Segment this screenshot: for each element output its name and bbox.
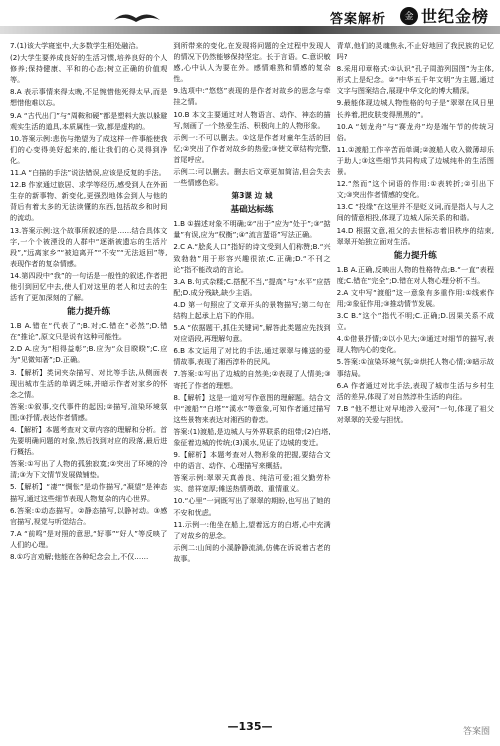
section-title: 答案解析 — [330, 12, 387, 27]
answer-paragraph: 2.A 文中写“渡船”这一意象有多重作用:①线索作用;②象征作用;③推动情节发展。 — [336, 287, 494, 308]
answer-paragraph: 青草,他们的灵魂焦永,不止好地回了我民族的记忆吗? — [336, 41, 494, 62]
answer-paragraph: 示例二:可以删去。删去后文章更加简洁,但会失去一些情感色彩。 — [173, 167, 331, 188]
bird-icon — [112, 8, 162, 28]
answer-paragraph: 14.第四段中“我”的一句话是一般性的叙述,作者把他引到回忆中去,使人们对这里的老人和过去的生活有了更加深刻的了解。 — [10, 270, 168, 303]
column-2 — [173, 40, 330, 712]
answer-paragraph: 10.“心里”一词既写出了翠翠的期盼,也写出了她的不安和忧虑。 — [173, 496, 331, 517]
answer-paragraph: 9.【解析】本题考查对人物形象的把握,要结合文中的语言、动作、心理描写来概括。 — [173, 450, 331, 471]
answer-paragraph: 8.采用印章格式:①认识“孔子周游列国图”为主体,形式上是纪念。②“中华五千年文明”为主题,通过文字与图案结合,展现中华文化的博大精深。 — [336, 64, 494, 96]
answer-paragraph: 10.B 本文主要通过对人物语言、动作、神态的描写,刻画了一个热爱生活、积极向上的人物形象。 — [173, 109, 331, 130]
answer-paragraph: 5.答案:①渲染环境气氛;②烘托人物心情;③暗示故事结局。 — [336, 357, 494, 378]
answer-paragraph: 7.A “前鸣”是对照的意思,“好事”“好人”等反映了人们的心理。 — [10, 528, 168, 549]
answer-paragraph: 9.A “古代出门”与“周鞍和硬”都是塑料大族以躲避观实生活的道具,本质属性一致,都是虚构的。 — [10, 110, 168, 131]
answer-paragraph: 7.B “他不想让对早地涉入爱河”一句,体现了祖父对翠翠的关爱与担忧。 — [336, 403, 494, 424]
answer-paragraph: 13.C “投缘”在这里并不是贬义词,而是指人与人之间的情意相投,体现了边城人际关系的和谐。 — [336, 202, 494, 223]
answer-paragraph: 答案:①叙事,交代事件的起因;②描写,渲染环境氛围;③抒情,表达作者情感。 — [10, 401, 168, 422]
answer-paragraph: 4.【解析】本题考查对文章内容的理解和分析。首先要明确问题的对象,然后找到对应的段落,最后进行概括。 — [10, 425, 168, 457]
answer-paragraph: 10.答案示例:悲伤与绝望为了成这样一件事能使我们的心变得美好起来的,能让我们的心灵得到净化。 — [10, 133, 168, 165]
answer-paragraph: 5.A “依据题干,抓住关键词”,解答此类题应先找到对应语段,再理解句意。 — [173, 323, 331, 344]
section-heading: 能力提升练 — [393, 250, 437, 261]
answer-paragraph: 1.B A.错在“代表了”;B.对;C.错在“必然”;D.错在“推论”,原文只是说有这种可能性。 — [10, 321, 168, 342]
answer-paragraph: 9.最能体现边城人物性格的句子是“翠翠在风日里长养着,把皮肤变得黑黑的”。 — [336, 98, 494, 119]
answer-paragraph: 6.B 本文运用了对比的手法,通过翠翠与傩送的爱情故事,表现了湘西淳朴的民风。 — [173, 346, 331, 367]
answer-paragraph: 8.①巧言劝解;他能在各种纪念会上,不仅…… — [10, 552, 149, 562]
answer-paragraph: 12.B 作家通过旅居、求学等经历,感受到人在外面生存的新事物、新变化,更强烈地体会到人与他的背后有着太多的无法读懂的东西,包括故乡和时间的流动。 — [10, 180, 168, 223]
answer-paragraph: 7.(1)该大学寝室中,大多数学生相处融洽。 — [10, 41, 143, 50]
watermark: 答案圈 — [462, 727, 490, 737]
answer-paragraph: 3.C B.“这个”指代不明;C.正确;D.因果关系不成立。 — [336, 311, 494, 332]
answer-paragraph: 11.A “白描的手法”说法错误,应该是反复的手法。 — [10, 168, 166, 178]
answer-paragraph: 11.示例一:他坐在船上,望着远方的白塔,心中充满了对故乡的思念。 — [173, 519, 331, 540]
answer-paragraph: 5.【解析】“凄”“惆怅”是动作描写,“凝望”是神态描写,通过这些细节表现人物复杂的内心世界。 — [10, 482, 168, 503]
section-heading: 能力提升练 — [67, 307, 111, 318]
answer-columns — [10, 40, 494, 712]
answer-paragraph: 7.答案:①写出了边城的自然美;②表现了人情美;③寄托了作者的理想。 — [173, 369, 331, 390]
answer-paragraph: 2.C A.“脍炙人口”指好的诗文受到人们称赞;B.“兴致勃勃”用于形容兴趣很浓;C.正确;D.“不刊之论”指不能改动的言论。 — [173, 242, 331, 274]
answer-paragraph: 答案:①写出了人物的孤独寂寞;②突出了环境的冷清;③为下文情节发展做铺垫。 — [10, 459, 168, 480]
brand — [400, 4, 489, 27]
answer-paragraph: 1.B ①描述对象不明确;②“出于”应为“处于”;③“掂量”有误,应为“权衡”;④“流言蜚语”写法正确。 — [173, 219, 331, 240]
answer-paragraph: 答案:(1)渡船,是边城人与外界联系的纽带;(2)白塔,象征着边城的传统;(3)溪水,见证了边城的变迁。 — [173, 426, 331, 447]
answer-paragraph: 8.【解析】这是一道对写作意图的理解题。结合文中“渡船”“白塔”“溪水”等意象,可知作者通过描写这些景物来表达对湘西的眷恋。 — [173, 392, 331, 424]
brand-logo-icon: 金 — [400, 7, 418, 25]
page-number: —135— — [227, 720, 273, 733]
answer-paragraph: 11.①渡船工作辛苦而单调;②渡船人收入微薄却乐于助人;③这些细节共同构成了边城纯朴的生活图景。 — [336, 144, 494, 177]
answer-paragraph: 3.A B.句式杂糅;C.搭配不当,“提高”与“水平”应搭配;D.成分残缺,缺少主语。 — [173, 276, 331, 297]
answer-paragraph: 答案示例:翠翠天真善良、纯洁可爱;祖父勤劳朴实、慈祥宽厚;傩送热情勇敢、重情重义。 — [173, 473, 331, 494]
brand-name: 世纪金榜 — [421, 7, 490, 26]
column-1 — [10, 40, 167, 712]
answer-paragraph: 2.D A.应为“相得益彰”;B.应为“众目睽睽”;C.应为“见微知著”;D.正确。 — [10, 344, 168, 365]
answer-paragraph: 1.B A.正确,反映出人物的性格特点;B.“一直”表程度;C.错在“完全”;D.错在对人物心理分析不当。 — [336, 264, 494, 285]
lesson-title: 第3课 边 城 — [231, 191, 273, 201]
answer-paragraph: 13.答案示例:这个故事所叙述的是……结合具体文字,一个个被湮没的人群中“逐渐被遗忘的生活片段”,“远离家乡”“被迫离开”“不安”“无法返回”等,表现作者的复杂情感。 — [10, 225, 168, 268]
answer-paragraph: (2)大学生要养成良好的生活习惯,培养良好的个人修养;保持健康、平和的心态;树立正确的价值观等。 — [10, 53, 168, 85]
section-heading: 基础达标练 — [230, 205, 274, 216]
answer-paragraph: 6.答案:①动态描写。②静态描写,以静衬动。③感官描写,视觉与听觉结合。 — [10, 505, 168, 526]
page-footer — [0, 718, 500, 746]
answer-paragraph: 到所带来的变化,在发现将问题的全过程中发现人的情况下仍然能够保持坚定。长于言语。C.意识敏感,心中认人为要在外。感情难熬和情感的复杂性。 — [173, 41, 331, 84]
answer-paragraph: 9.选项中:“悠悠”表现的是作者对故乡的思念与牵挂之情。 — [173, 86, 331, 107]
column-3 — [337, 40, 494, 712]
answer-paragraph: 10.A “划龙舟”与“赛龙舟”均是端午节的传统习俗。 — [336, 121, 494, 142]
page-header — [0, 0, 500, 40]
answer-paragraph: 示例二:山间的小溪静静流淌,仿佛在诉说着古老的故事。 — [173, 542, 331, 563]
answer-paragraph: 4.D 第一句照应了文章开头的景物描写;第二句在结构上起承上启下的作用。 — [173, 299, 331, 320]
answer-paragraph: 3.【解析】类词夹杂描写、对比等手法,从侧面表现出城市生活的单调乏味,并暗示作者对家乡的怀念之情。 — [10, 367, 168, 399]
header-band — [0, 26, 500, 34]
answer-paragraph: 4.①借景抒情;②以小见大;③通过对细节的描写,表现人物内心的变化。 — [336, 334, 494, 355]
answer-paragraph: 14.D 根据文意,祖父的去世标志着旧秩序的结束,翠翠开始独立面对生活。 — [336, 225, 494, 246]
answer-paragraph: 6.A 作者通过对比手法,表现了城市生活与乡村生活的差异,体现了对自然淳朴生活的向往。 — [336, 380, 494, 401]
answer-paragraph: 示例一:不可以删去。①这是作者对童年生活的回忆;②突出了作者对故乡的热爱;③使文章结构完整,首尾呼应。 — [173, 132, 331, 164]
answer-paragraph: 8.A 表示事情来得太晚,不足惋惜他死得太早,而是想惜他难以忘。 — [10, 87, 168, 108]
answer-paragraph: 12.“然而”这个词语的作用:①表转折;②引出下文;③突出作者情感的变化。 — [336, 179, 494, 200]
